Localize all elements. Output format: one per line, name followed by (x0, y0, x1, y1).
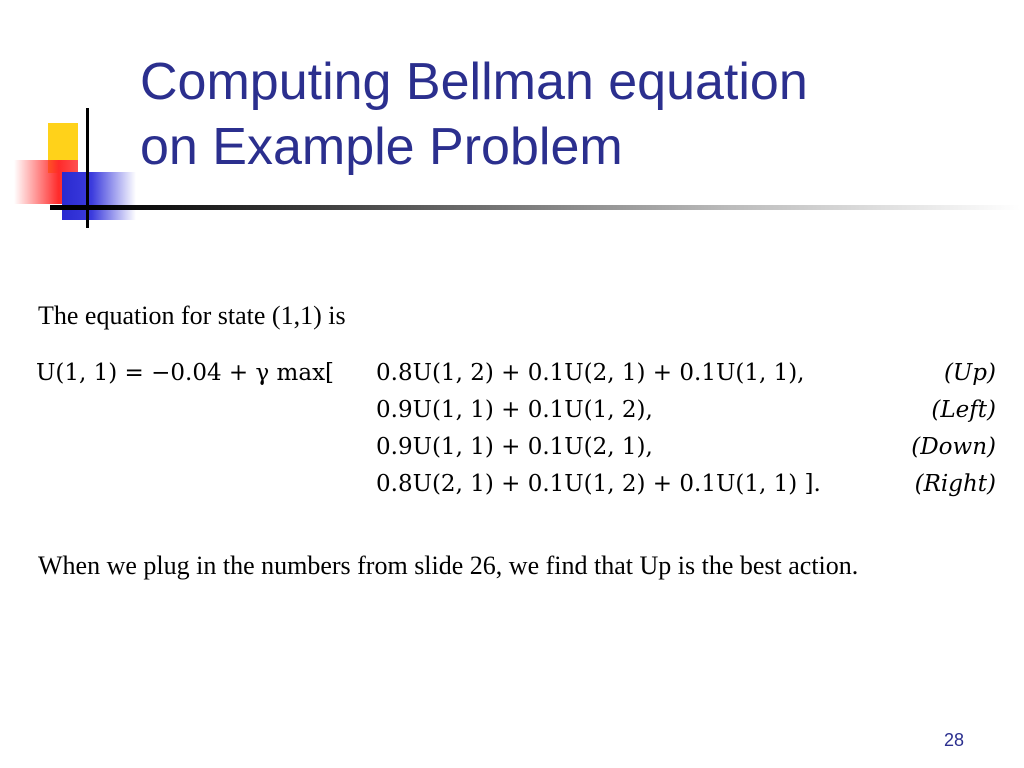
equation-line-right: 0.8U(2, 1) + 0.1U(1, 2) + 0.1U(1, 1) ]. (376, 471, 821, 497)
title-line-2: on Example Problem (140, 118, 623, 176)
title-line-1: Computing Bellman equation (140, 53, 808, 111)
equation-line-up: 0.8U(1, 2) + 0.1U(2, 1) + 0.1U(1, 1), (376, 360, 805, 386)
closing-text: When we plug in the numbers from slide 26, we find that Up is the best action. (38, 551, 859, 580)
equation-line-left: 0.9U(1, 1) + 0.1U(1, 2), (376, 397, 653, 423)
intro-text: The equation for state (1,1) is (38, 301, 346, 330)
page-number: 28 (943, 730, 964, 750)
action-label-right: (Right) (914, 471, 996, 497)
equation-lhs: U(1, 1) = −0.04 + γ max[ (36, 360, 335, 386)
bellman-equation (36, 360, 996, 510)
action-label-up: (Up) (943, 360, 996, 386)
decoration-vertical-line (86, 108, 89, 228)
title-underline (50, 205, 1020, 210)
equation-line-down: 0.9U(1, 1) + 0.1U(2, 1), (376, 434, 653, 460)
action-label-left: (Left) (931, 397, 996, 423)
slide-title (140, 50, 1010, 180)
decoration-blue-square (62, 172, 136, 220)
action-label-down: (Down) (911, 434, 996, 460)
